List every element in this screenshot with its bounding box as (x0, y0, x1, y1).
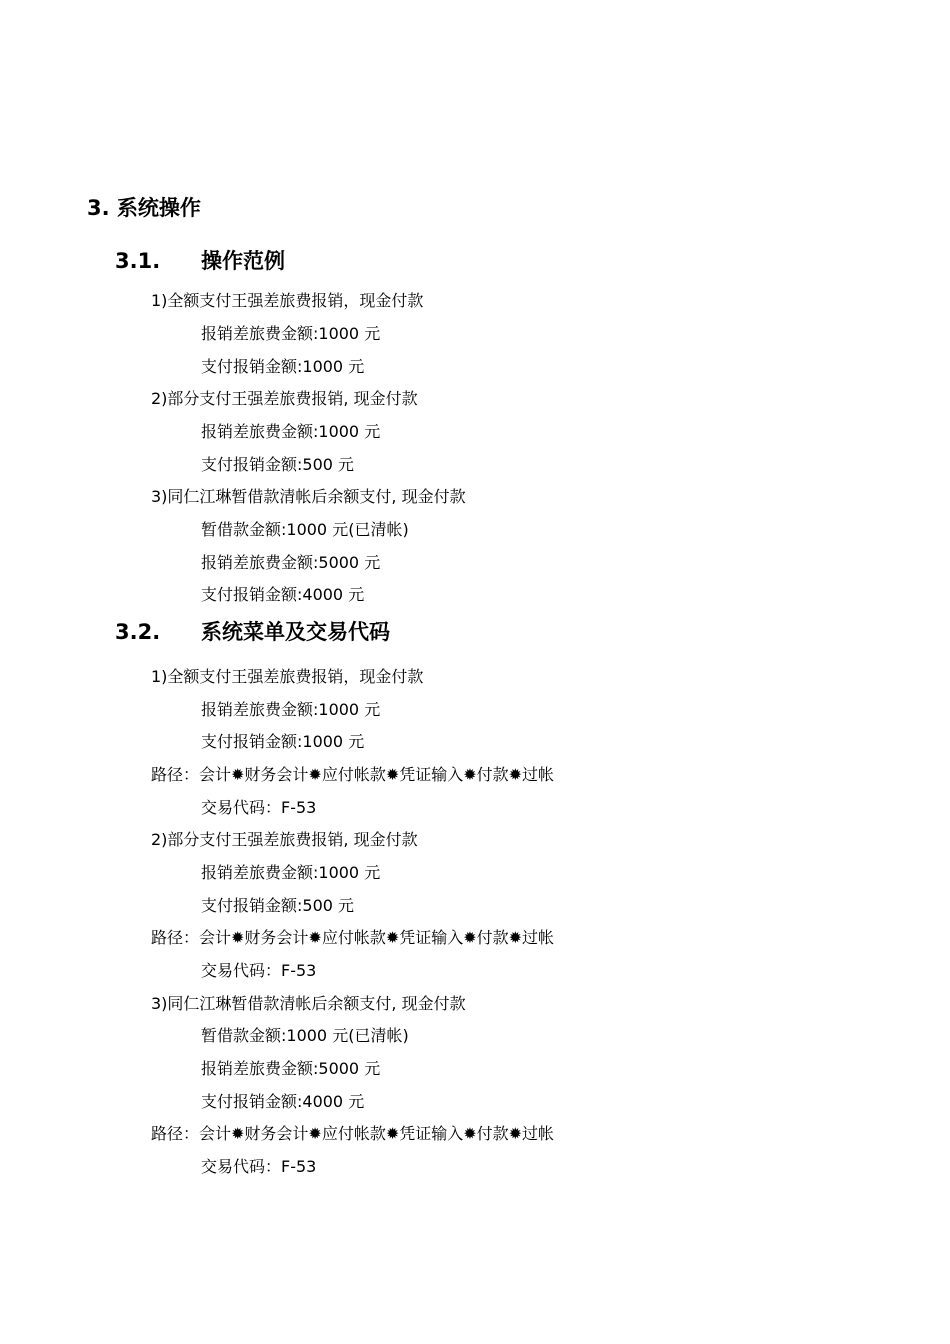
menu-case-2-transaction-code: 交易代码：F-53 (201, 961, 317, 980)
menu-case-1-title: 1)全额支付王强差旅费报销，现金付款 (151, 667, 424, 686)
menu-case-3-payment-amount: 支付报销金额:4000 元 (201, 1092, 365, 1111)
menu-case-3-title: 3)同仁江琳暂借款清帐后余额支付, 现金付款 (151, 994, 466, 1013)
case-3-title: 3)同仁江琳暂借款清帐后余额支付, 现金付款 (151, 487, 466, 506)
menu-case-3-advance-amount: 暂借款金额:1000 元(已清帐) (201, 1026, 409, 1045)
menu-case-2-path: 路径：会计✹财务会计✹应付帐款✹凭证输入✹付款✹过帐 (151, 928, 555, 947)
subsection-number: 3.2. (115, 620, 161, 644)
menu-case-3-transaction-code: 交易代码：F-53 (201, 1157, 317, 1176)
case-2-payment-amount: 支付报销金额:500 元 (201, 455, 355, 474)
case-3-expense-amount: 报销差旅费金额:5000 元 (201, 553, 381, 572)
subsection-title: 操作范例 (201, 249, 285, 273)
subsection-heading-3-1 (115, 247, 285, 275)
case-1-payment-amount: 支付报销金额:1000 元 (201, 357, 365, 376)
menu-case-3-expense-amount: 报销差旅费金额:5000 元 (201, 1059, 381, 1078)
section-heading: 3. 系统操作 (87, 196, 201, 220)
menu-case-3-path: 路径：会计✹财务会计✹应付帐款✹凭证输入✹付款✹过帐 (151, 1124, 555, 1143)
menu-case-1-transaction-code: 交易代码：F-53 (201, 798, 317, 817)
menu-case-2-title: 2)部分支付王强差旅费报销, 现金付款 (151, 830, 418, 849)
case-3-payment-amount: 支付报销金额:4000 元 (201, 585, 365, 604)
subsection-number: 3.1. (115, 249, 161, 273)
menu-case-2-payment-amount: 支付报销金额:500 元 (201, 896, 355, 915)
menu-case-1-expense-amount: 报销差旅费金额:1000 元 (201, 700, 381, 719)
menu-case-1-payment-amount: 支付报销金额:1000 元 (201, 732, 365, 751)
case-2-title: 2)部分支付王强差旅费报销, 现金付款 (151, 389, 418, 408)
subsection-heading-3-2 (115, 618, 390, 646)
subsection-title: 系统菜单及交易代码 (201, 620, 390, 644)
menu-case-2-expense-amount: 报销差旅费金额:1000 元 (201, 863, 381, 882)
menu-case-1-path: 路径：会计✹财务会计✹应付帐款✹凭证输入✹付款✹过帐 (151, 765, 555, 784)
case-2-expense-amount: 报销差旅费金额:1000 元 (201, 422, 381, 441)
case-1-title: 1)全额支付王强差旅费报销，现金付款 (151, 291, 424, 310)
case-1-expense-amount: 报销差旅费金额:1000 元 (201, 324, 381, 343)
case-3-advance-amount: 暂借款金额:1000 元(已清帐) (201, 520, 409, 539)
